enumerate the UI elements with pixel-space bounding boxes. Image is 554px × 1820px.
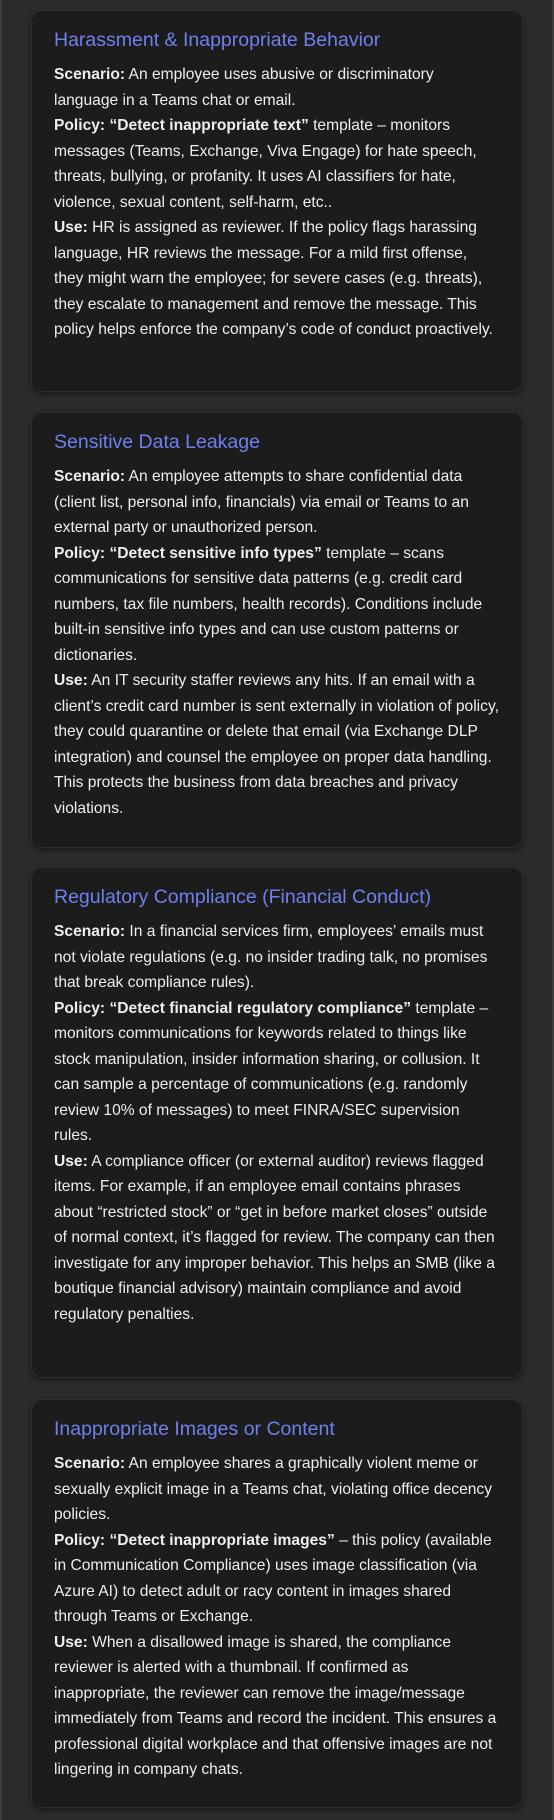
section-body [54, 62, 500, 343]
scenario-text: An employee attempts to share confidential data (client list, personal info, financials) via email or Teams to an external party or unauthorized person. [54, 468, 469, 536]
use-label: Use: [54, 1152, 88, 1170]
section-title: Regulatory Compliance (Financial Conduct) [54, 886, 432, 908]
use-text: HR is assigned as reviewer. If the policy flags harassing language, HR reviews the message. For a mild first offense, they might warn the employee; for severe cases (e.g. threats), they escalate to management and remove the message. This policy helps enforce the company’s code of conduct proactively. [54, 219, 493, 338]
section-title: Inappropriate Images or Content [54, 1418, 335, 1440]
section-body [54, 919, 500, 1327]
policy-label: Policy: “Detect inappropriate text” [54, 117, 309, 134]
scenario-label: Scenario: [54, 66, 126, 83]
use-text: When a disallowed image is shared, the compliance reviewer is alerted with a thumbnail. If confirmed as inappropriate, the reviewer can remove the image/message immediately from Teams and record the incident. This ensures a professional digital workplace and that offensive images are not lingering in company chats. [54, 1633, 497, 1778]
policy-text: – this policy (available in Communication Compliance) uses image classification (via Azure AI) to detect adult or racy content in images shared through Teams or Exchange. [54, 1531, 492, 1625]
scenario-text: In a financial services firm, employees’ emails must not violate regulations (e.g. no insider trading talk, no promises that break compliance rules). [54, 923, 488, 991]
scenario-text: An employee uses abusive or discriminatory language in a Teams chat or email. [54, 66, 434, 109]
section-title: Harassment & Inappropriate Behavior [54, 29, 381, 51]
policy-text: template – monitors messages (Teams, Exchange, Viva Engage) for hate speech, threats, bullying, or profanity. It uses AI classifiers for hate, violence, sexual content, self-harm, etc.. [54, 117, 477, 211]
scenario-label: Scenario: [54, 923, 126, 940]
scenario-label: Scenario: [54, 468, 126, 485]
section-card-harassment [31, 10, 523, 392]
section-card-inappropriate-images [31, 1399, 523, 1808]
use-label: Use: [54, 1633, 88, 1651]
use-text: An IT security staffer reviews any hits. If an email with a client’s credit card number is sent externally in violation of policy, they could quarantine or delete that email (via Exchange DLP integration) and counsel the employee on proper data handling. This protects the business from data breaches and privacy violations. [54, 672, 499, 817]
section-title: Sensitive Data Leakage [54, 431, 260, 453]
policy-label: Policy: “Detect sensitive info types” [54, 544, 322, 562]
policy-text: template – scans communications for sensitive data patterns (e.g. credit card numbers, tax file numbers, health records). Conditions include built-in sensitive info types and can use custom patterns or dictionaries. [54, 544, 483, 664]
section-card-regulatory-compliance [31, 867, 523, 1378]
section-body [54, 464, 500, 821]
policy-label: Policy: “Detect financial regulatory compliance” [54, 999, 412, 1017]
policy-label: Policy: “Detect inappropriate images” [54, 1531, 335, 1549]
section-body [54, 1451, 500, 1783]
scenario-text: An employee shares a graphically violent meme or sexually explicit image in a Teams chat, violating office decency policies. [54, 1455, 493, 1523]
use-label: Use: [54, 672, 88, 689]
section-card-sensitive-data [31, 412, 523, 848]
policy-text: template – monitors communications for keywords related to things like stock manipulation, insider information sharing, or collusion. It can sample a percentage of communications (e.g. randomly review 10% of messages) to meet FINRA/SEC supervision rules. [54, 999, 489, 1144]
scenario-label: Scenario: [54, 1455, 126, 1472]
use-text: A compliance officer (or external auditor) reviews flagged items. For example, if an employee email contains phrases about “restricted stock” or “get in before market closes” outside of normal context, it’s flagged for review. The company can then investigate for any improper behavior. This helps an SMB (like a boutique financial advisory) maintain compliance and avoid regulatory penalties. [54, 1152, 495, 1323]
use-label: Use: [54, 219, 88, 236]
